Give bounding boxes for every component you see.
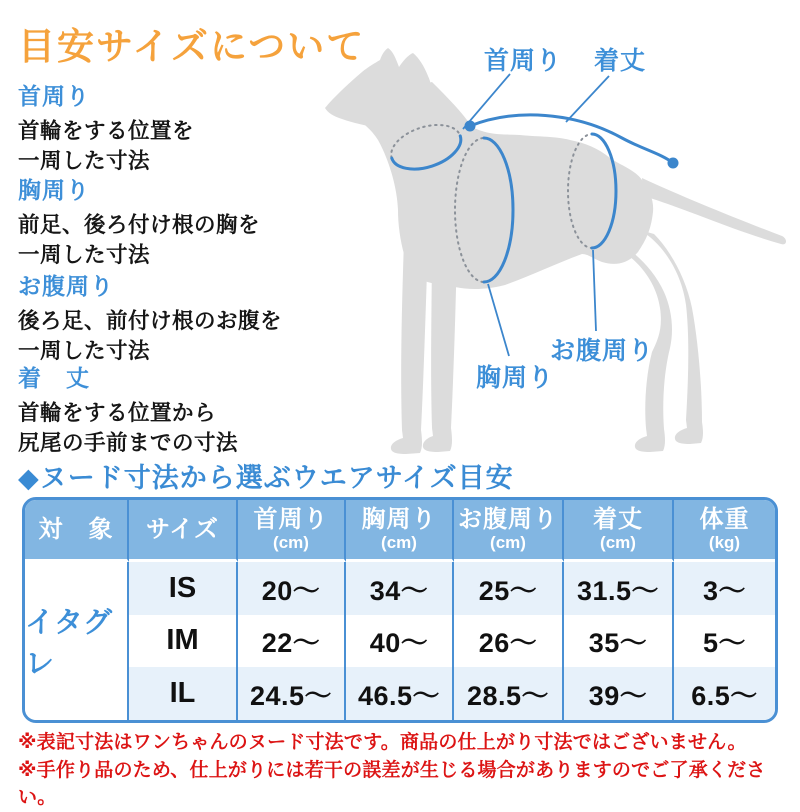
table-value-cell: 40〜 — [346, 615, 454, 668]
col-header-unit: (cm) — [381, 533, 417, 552]
col-header-weight — [674, 500, 775, 562]
length-label-line — [566, 76, 609, 122]
dog-front-leg-near — [391, 240, 428, 454]
legend-term-chest: 胸周り — [18, 177, 90, 203]
legend-term-neck: 首周り — [18, 83, 90, 109]
table-value-cell: 39〜 — [564, 667, 674, 720]
col-header-label: 体重 — [699, 506, 750, 533]
size-table — [22, 497, 778, 723]
table-value-cell: 35〜 — [564, 615, 674, 668]
table-size-cell: IS — [129, 562, 238, 615]
table-value-cell: 6.5〜 — [674, 667, 775, 720]
section-heading: ◆ヌード寸法から選ぶウエアサイズ目安 — [18, 463, 514, 493]
col-header-label: 着丈 — [593, 506, 643, 533]
col-header-label: お腹周り — [458, 506, 558, 533]
legend-term-belly: お腹周り — [18, 273, 114, 299]
legend-desc-line: 前足、後ろ付け根の胸を — [18, 213, 261, 237]
col-header-label: サイズ — [145, 515, 220, 543]
legend-desc-line: 首輪をする位置を — [18, 119, 195, 143]
col-header-label: 胸周り — [361, 506, 437, 533]
footer-notes — [18, 729, 800, 812]
page-title: 目安サイズについて — [18, 26, 366, 67]
legend-block-belly — [18, 268, 318, 366]
diagram-label-neck: 首周り — [484, 47, 563, 75]
table-value-cell: 3〜 — [674, 562, 775, 615]
dog-tail — [642, 178, 786, 244]
col-header-unit: (cm) — [273, 533, 309, 552]
table-value-cell: 24.5〜 — [238, 667, 346, 720]
table-value-cell: 5〜 — [702, 628, 747, 659]
table-size-cell: IL — [129, 667, 238, 720]
col-header-chest — [346, 500, 454, 562]
chest-label-line — [488, 284, 509, 356]
col-header-label: 首周り — [253, 506, 329, 533]
diagram-label-belly: お腹周り — [550, 337, 655, 365]
table-value-cell: 22〜 — [238, 615, 346, 668]
diagram-label-chest: 胸周り — [476, 364, 555, 392]
table-value-cell: 34〜 — [346, 562, 454, 615]
note-line-2: ※手作り品のため、仕上がりには若干の誤差が生じる場合がありますのでご了承ください。 — [18, 759, 766, 808]
col-header-belly — [454, 500, 564, 562]
col-header-unit: (cm) — [600, 533, 636, 552]
diagram-label-length: 着丈 — [594, 47, 647, 75]
legend-desc-line: 一周した寸法 — [18, 149, 151, 173]
legend-desc-line: 一周した寸法 — [18, 243, 151, 267]
table-value-cell: 25〜 — [454, 562, 564, 615]
col-header-label: 対 象 — [38, 515, 114, 543]
dog-measurement-diagram — [320, 40, 800, 480]
back-length-end-dot — [668, 158, 679, 169]
col-header-unit: (kg) — [708, 533, 741, 552]
col-header-neck — [238, 500, 346, 562]
note-line-1: ※表記寸法はワンちゃんのヌード寸法です。商品の仕上がり寸法ではございません。 — [18, 732, 747, 753]
table-value-cell: 46.5〜 — [346, 667, 454, 720]
col-header-size — [129, 500, 238, 562]
legend-block-length — [18, 360, 318, 458]
legend-block-chest — [18, 172, 318, 270]
table-value-cell: 31.5〜 — [564, 562, 674, 615]
col-header-target — [25, 500, 129, 562]
table-size-cell: IM — [129, 615, 238, 668]
col-header-length — [564, 500, 674, 562]
dog-silhouette — [325, 48, 786, 454]
table-target-cell: イタグレ — [25, 562, 129, 720]
legend-desc-line: 一周した寸法 — [18, 339, 151, 363]
legend-desc-line: 後ろ足、前付け根のお腹を — [18, 309, 283, 333]
legend-desc-line: 首輪をする位置から — [18, 401, 217, 425]
belly-label-line — [593, 250, 596, 331]
legend-desc-line: 尻尾の手前までの寸法 — [18, 431, 239, 455]
table-value-cell: 28.5〜 — [454, 667, 564, 720]
col-header-unit: (cm) — [490, 533, 526, 552]
legend-block-neck — [18, 78, 318, 176]
table-value-cell: 26〜 — [454, 615, 564, 668]
table-value-cell: 20〜 — [238, 562, 346, 615]
legend-term-length: 着 丈 — [18, 365, 90, 391]
